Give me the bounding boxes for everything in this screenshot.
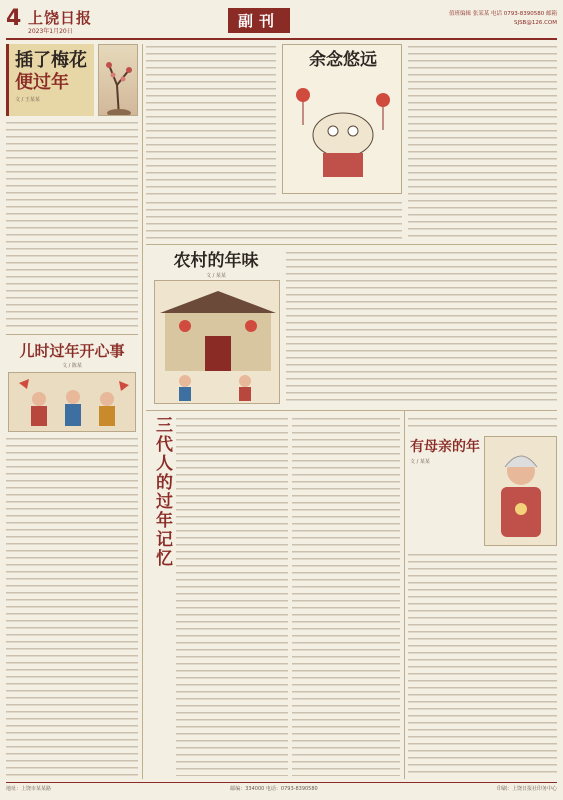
article-heading [410, 436, 480, 465]
article-body [146, 44, 276, 214]
article-body [408, 552, 557, 776]
column-rule [142, 44, 143, 779]
article-title: 插了梅花 便过年 [15, 50, 87, 93]
article-body [176, 416, 288, 776]
article-title: 三代人的过年记忆 [152, 416, 172, 568]
article-title: 有母亲的年 [410, 439, 480, 455]
divider [146, 410, 557, 411]
divider [6, 334, 138, 335]
article-byline: 文 / 王某某 [15, 97, 40, 103]
column-rule [404, 410, 405, 779]
children-illustration [8, 372, 136, 432]
footer-address: 地址：上饶市某某路 [6, 786, 52, 792]
article-body [292, 416, 400, 776]
article-title: 农村的年味 [173, 251, 259, 271]
divider [146, 244, 557, 245]
page-header [6, 4, 557, 40]
article-byline: 文 / 陈某 [62, 363, 82, 369]
article-body [408, 416, 557, 432]
article-byline: 文 / 某某 [410, 459, 430, 465]
editor-info: 值班编辑 张某某 电话 0793-8390580 邮箱 SJSB@126.COM [449, 11, 557, 26]
article-heading [6, 340, 138, 369]
article-body [6, 120, 138, 330]
festival-cartoon-illustration [282, 44, 402, 194]
mother-portrait-illustration [484, 436, 557, 546]
page-number: 4 [6, 6, 22, 31]
article-body [146, 200, 402, 240]
article-title: 儿时过年开心事 [19, 342, 125, 360]
article-heading [156, 250, 276, 279]
article-body [286, 250, 557, 406]
article-title-box [6, 44, 94, 116]
section-title: 副刊 [228, 8, 290, 33]
article-title: 余念悠远 [309, 50, 377, 70]
page-footer [6, 782, 557, 794]
newspaper-page [6, 4, 557, 794]
village-new-year-illustration [154, 280, 280, 404]
article-byline: 文 / 某某 [206, 273, 226, 279]
article-body [408, 44, 557, 239]
article-body [6, 436, 138, 776]
plum-blossom-illustration [98, 44, 138, 116]
issue-date: 2023年1月20日 [28, 28, 73, 35]
footer-printer: 印刷：上饶日报社印务中心 [496, 786, 557, 792]
footer-contact: 邮编：334000 电话：0793-8390580 [230, 786, 318, 792]
newspaper-logo: 上饶日报 [28, 9, 93, 27]
